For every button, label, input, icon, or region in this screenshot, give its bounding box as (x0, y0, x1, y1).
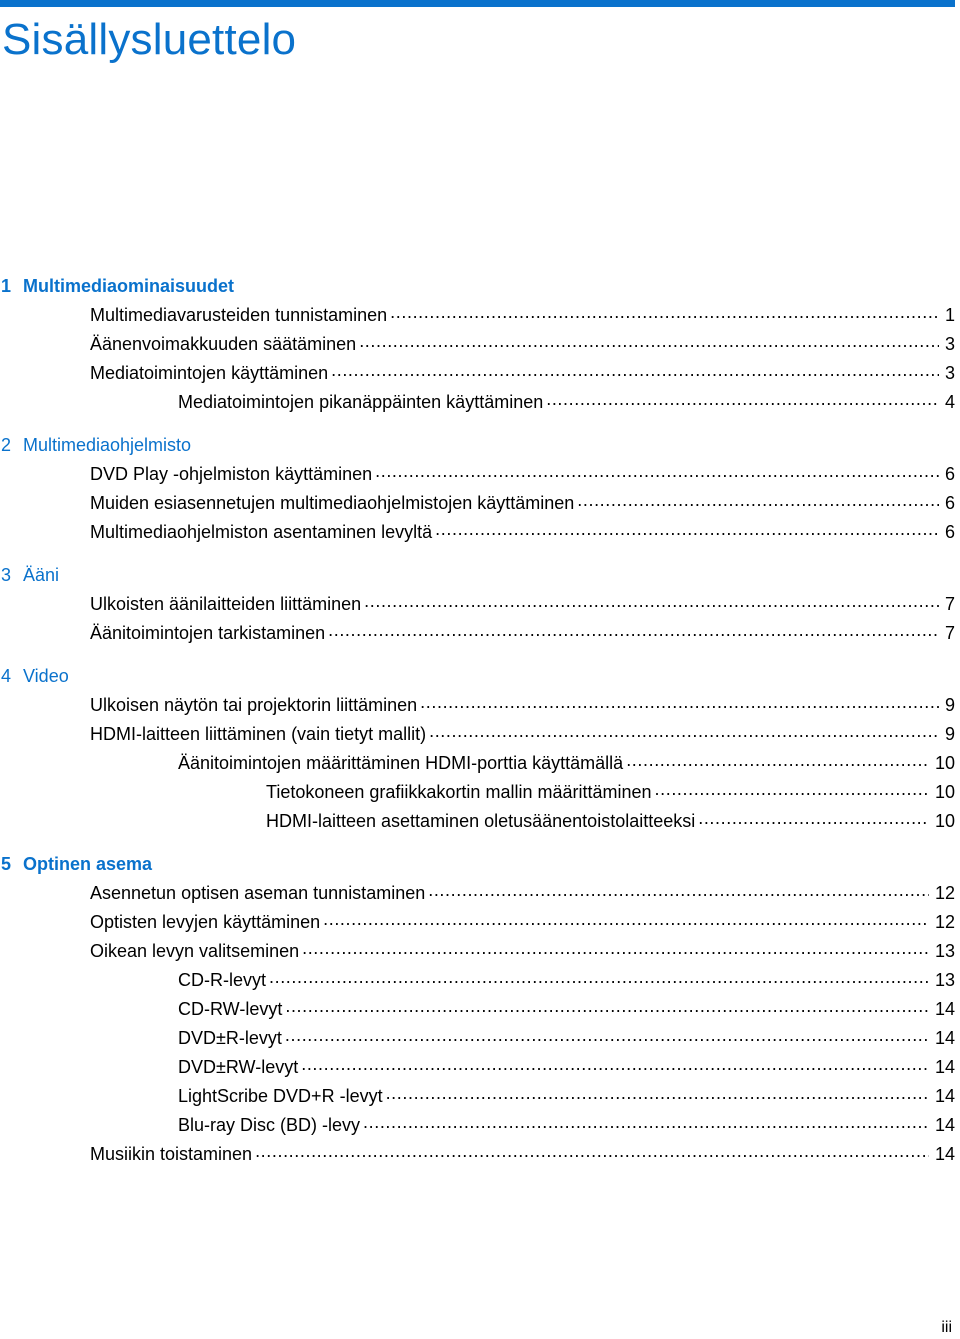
toc-entry[interactable] (0, 937, 955, 966)
toc-entry-label: DVD±R-levyt (178, 1028, 282, 1048)
toc-entry-label: Muiden esiasennetujen multimediaohjelmistojen käyttäminen (90, 493, 575, 513)
toc-entry[interactable] (0, 460, 955, 489)
toc-entry-label: CD-RW-levyt (178, 999, 283, 1019)
toc-entry-label: Ulkoisten äänilaitteiden liittäminen (90, 594, 362, 614)
toc-entry-page: 1 (944, 305, 955, 325)
toc-entry[interactable] (0, 489, 955, 518)
table-of-contents (0, 272, 955, 1183)
toc-entry[interactable] (0, 518, 955, 547)
chapter-number: 1 (1, 276, 12, 296)
toc-entry-page: 7 (944, 594, 955, 614)
toc-entry[interactable] (0, 749, 955, 778)
toc-entry-page: 10 (934, 753, 955, 773)
toc-entry[interactable] (0, 778, 955, 807)
dot-leader (577, 491, 939, 509)
toc-entry[interactable] (0, 720, 955, 749)
toc-entry[interactable] (0, 301, 955, 330)
dot-leader (386, 1084, 929, 1102)
toc-entry[interactable] (0, 1024, 955, 1053)
dot-leader (364, 592, 939, 610)
toc-chapter (0, 272, 955, 417)
toc-entry[interactable] (0, 1140, 955, 1169)
toc-chapter (0, 431, 955, 547)
dot-leader (301, 1055, 929, 1073)
toc-entry[interactable] (0, 1053, 955, 1082)
toc-entry-page: 12 (934, 883, 955, 903)
toc-entry-label: Optisten levyjen käyttäminen (90, 912, 321, 932)
dot-leader (269, 968, 929, 986)
dot-leader (285, 1026, 929, 1044)
dot-leader (375, 462, 939, 480)
toc-entry[interactable] (0, 1082, 955, 1111)
toc-entry[interactable] (0, 359, 955, 388)
toc-entry[interactable] (0, 995, 955, 1024)
toc-entry-page: 13 (934, 941, 955, 961)
toc-entry-page: 14 (934, 1057, 955, 1077)
chapter-number: 4 (1, 666, 12, 686)
dot-leader (435, 520, 939, 538)
toc-entry-page: 14 (934, 1086, 955, 1106)
toc-chapter-heading[interactable] (0, 662, 955, 691)
toc-entry-page: 6 (944, 522, 955, 542)
page-number: iii (941, 1319, 952, 1336)
chapter-number: 5 (1, 854, 12, 874)
toc-entry-label: Oikean levyn valitseminen (90, 941, 300, 961)
toc-entry-page: 9 (944, 695, 955, 715)
dot-leader (655, 780, 929, 798)
dot-leader (323, 910, 929, 928)
toc-entry-page: 14 (934, 1028, 955, 1048)
dot-leader (363, 1113, 929, 1131)
toc-entry-label: Äänenvoimakkuuden säätäminen (90, 334, 357, 354)
toc-entry-label: Tietokoneen grafiikkakortin mallin määrittäminen (266, 782, 652, 802)
toc-entry[interactable] (0, 1111, 955, 1140)
dot-leader (420, 693, 939, 711)
page-title: Sisällysluettelo (2, 15, 297, 64)
toc-entry-label: HDMI-laitteen liittäminen (vain tietyt mallit) (90, 724, 427, 744)
toc-entry-page: 14 (934, 1144, 955, 1164)
toc-entry-page: 6 (944, 493, 955, 513)
toc-entry[interactable] (0, 691, 955, 720)
chapter-title: Ääni (23, 565, 60, 585)
toc-entry-label: DVD±RW-levyt (178, 1057, 299, 1077)
dot-leader (626, 751, 929, 769)
chapter-title: Multimediaohjelmisto (23, 435, 192, 455)
toc-entry-label: Musiikin toistaminen (90, 1144, 253, 1164)
dot-leader (428, 881, 929, 899)
dot-leader (255, 1142, 929, 1160)
toc-entry-page: 14 (934, 1115, 955, 1135)
toc-entry-label: Mediatoimintojen käyttäminen (90, 363, 329, 383)
toc-entry[interactable] (0, 619, 955, 648)
toc-entry-label: Ulkoisen näytön tai projektorin liittäminen (90, 695, 418, 715)
toc-entry[interactable] (0, 966, 955, 995)
toc-entry-label: Blu-ray Disc (BD) -levy (178, 1115, 361, 1135)
toc-entry-label: Äänitoimintojen määrittäminen HDMI-porttia käyttämällä (178, 753, 624, 773)
header-rule (0, 0, 955, 7)
toc-entry-label: Multimediavarusteiden tunnistaminen (90, 305, 388, 325)
dot-leader (331, 361, 939, 379)
toc-entry[interactable] (0, 388, 955, 417)
toc-entry-page: 3 (944, 334, 955, 354)
toc-entry-label: LightScribe DVD+R -levyt (178, 1086, 383, 1106)
dot-leader (302, 939, 929, 957)
toc-chapter (0, 662, 955, 836)
toc-entry-page: 6 (944, 464, 955, 484)
toc-entry-page: 12 (934, 912, 955, 932)
chapter-number: 2 (1, 435, 12, 455)
toc-entry-page: 10 (934, 782, 955, 802)
dot-leader (546, 390, 939, 408)
toc-chapter (0, 850, 955, 1169)
dot-leader (328, 621, 939, 639)
toc-entry-page: 4 (944, 392, 955, 412)
toc-entry[interactable] (0, 879, 955, 908)
toc-entry[interactable] (0, 807, 955, 836)
toc-entry-page: 3 (944, 363, 955, 383)
toc-entry-label: Asennetun optisen aseman tunnistaminen (90, 883, 426, 903)
toc-entry[interactable] (0, 330, 955, 359)
toc-chapter-heading[interactable] (0, 272, 955, 301)
dot-leader (429, 722, 939, 740)
dot-leader (359, 332, 939, 350)
toc-chapter-heading[interactable] (0, 850, 955, 879)
chapter-number: 3 (1, 565, 12, 585)
chapter-title: Optinen asema (23, 854, 153, 874)
toc-entry-page: 9 (944, 724, 955, 744)
toc-entry-label: Äänitoimintojen tarkistaminen (90, 623, 326, 643)
toc-entry-label: HDMI-laitteen asettaminen oletusäänentoistolaitteeksi (266, 811, 696, 831)
toc-entry[interactable] (0, 908, 955, 937)
toc-entry-label: Multimediaohjelmiston asentaminen levyltä (90, 522, 433, 542)
toc-entry-page: 10 (934, 811, 955, 831)
toc-entry-page: 7 (944, 623, 955, 643)
toc-entry[interactable] (0, 590, 955, 619)
toc-chapter-heading[interactable] (0, 561, 955, 590)
toc-entry-label: DVD Play -ohjelmiston käyttäminen (90, 464, 373, 484)
toc-entry-page: 13 (934, 970, 955, 990)
dot-leader (698, 809, 929, 827)
dot-leader (390, 303, 939, 321)
toc-entry-page: 14 (934, 999, 955, 1019)
dot-leader (285, 997, 929, 1015)
toc-chapter-heading[interactable] (0, 431, 955, 460)
chapter-title: Video (23, 666, 69, 686)
chapter-title: Multimediaominaisuudet (23, 276, 235, 296)
toc-chapter (0, 561, 955, 648)
toc-entry-label: Mediatoimintojen pikanäppäinten käyttäminen (178, 392, 544, 412)
toc-entry-label: CD-R-levyt (178, 970, 266, 990)
